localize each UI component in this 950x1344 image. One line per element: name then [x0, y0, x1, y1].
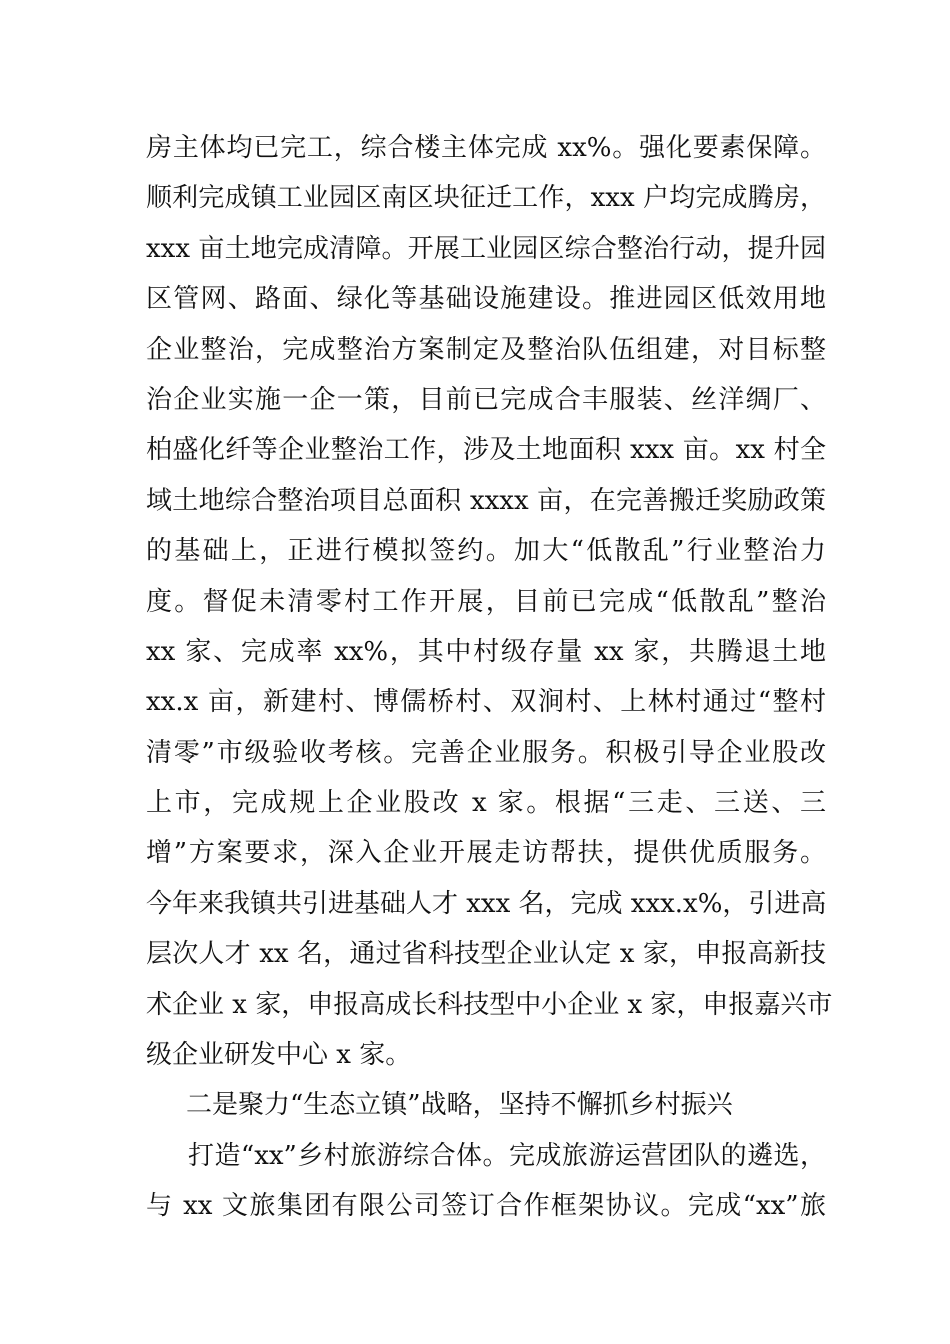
text-line: 的基础上，正进行模拟签约。加大“低散乱”行业整治力	[146, 536, 826, 567]
text-line: 层次人才 xx 名，通过省科技型企业认定 x 家，申报高新技	[146, 939, 826, 970]
paragraph-first-line: 打造“xx”乡村旅游综合体。完成旅游运营团队的遴选，	[188, 1140, 826, 1171]
text-line: 术企业 x 家，申报高成长科技型中小企业 x 家，申报嘉兴市	[146, 989, 833, 1020]
text-line: xx.x 亩，新建村、博儒桥村、双涧村、上林村通过“整村	[146, 687, 826, 718]
body-text	[146, 123, 833, 1232]
text-line: 级企业研发中心 x 家。	[146, 1040, 412, 1071]
text-line: 清零”市级验收考核。完善企业服务。积极引导企业股改	[146, 737, 826, 768]
text-line: 柏盛化纤等企业整治工作，涉及土地面积 xxx 亩。xx 村全	[146, 435, 826, 466]
text-line: 今年来我镇共引进基础人才 xxx 名，完成 xxx.x%，引进高	[146, 888, 827, 919]
text-line: 与 xx 文旅集团有限公司签订合作框架协议。完成“xx”旅	[146, 1191, 826, 1222]
text-line: 增”方案要求，深入企业开展走访帮扶，提供优质服务。	[146, 838, 826, 869]
text-line: 治企业实施一企一策，目前已完成合丰服装、丝洋绸厂、	[146, 384, 826, 415]
text-line: 域土地综合整治项目总面积 xxxx 亩，在完善搬迁奖励政策	[146, 485, 826, 516]
text-line: 上市，完成规上企业股改 x 家。根据“三走、三送、三	[146, 788, 826, 819]
text-line: xx 家、完成率 xx%，其中村级存量 xx 家，共腾退土地	[146, 636, 826, 667]
text-line: 企业整治，完成整治方案制定及整治队伍组建，对目标整	[146, 334, 826, 365]
text-line: 顺利完成镇工业园区南区块征迁工作，xxx 户均完成腾房，	[146, 183, 826, 214]
text-line: 区管网、路面、绿化等基础设施建设。推进园区低效用地	[146, 284, 826, 315]
section-heading: 二是聚力“生态立镇”战略，坚持不懈抓乡村振兴	[186, 1090, 733, 1121]
text-line: 度。督促未清零村工作开展，目前已完成“低散乱”整治	[146, 586, 826, 617]
text-line: 房主体均已完工，综合楼主体完成 xx%。强化要素保障。	[146, 133, 826, 163]
text-line: xxx 亩土地完成清障。开展工业园区综合整治行动，提升园	[146, 233, 826, 264]
